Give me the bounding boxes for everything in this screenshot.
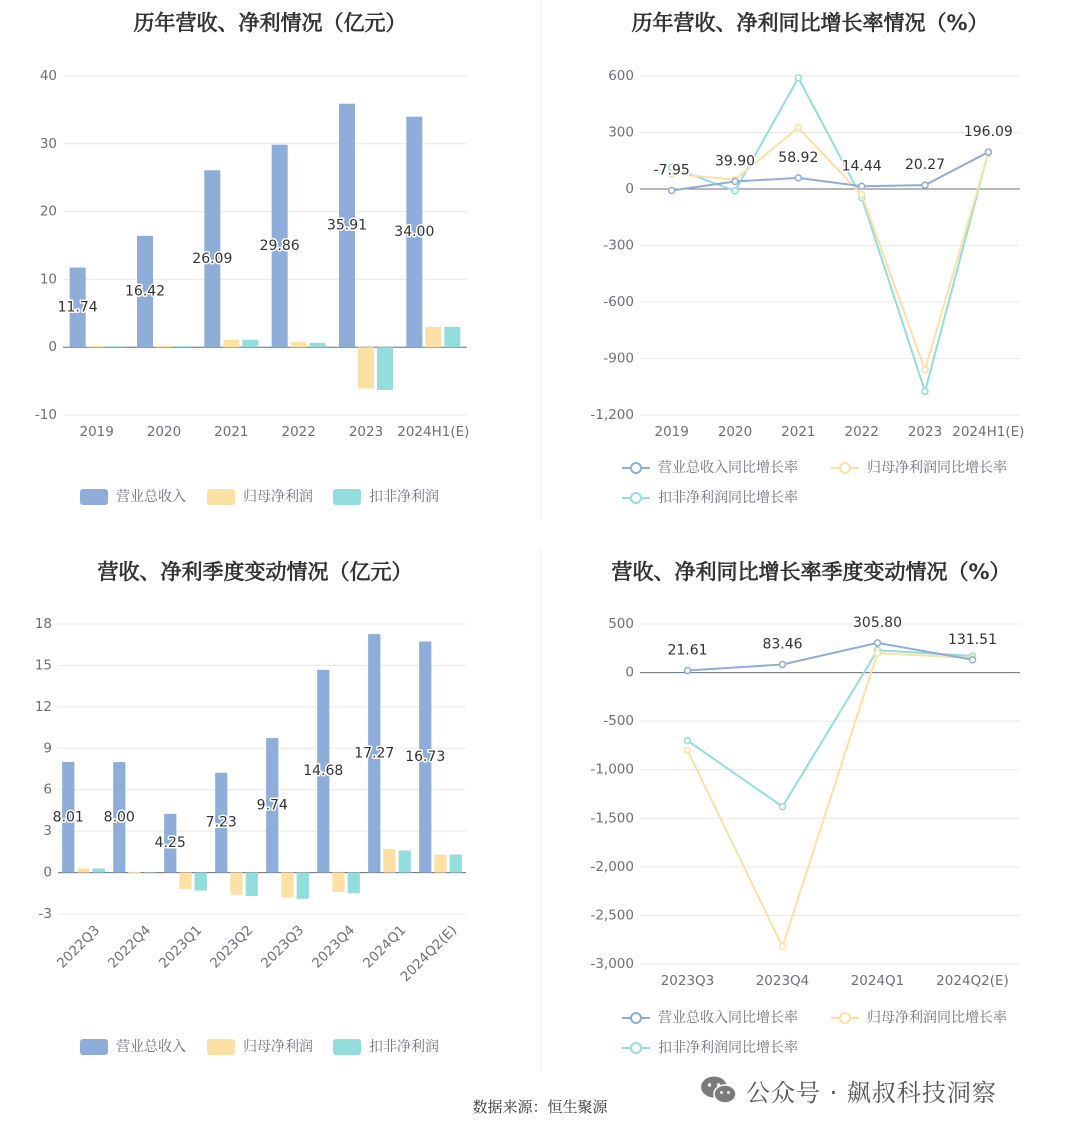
y-tick-label: 0 <box>625 181 634 197</box>
data-label: 9.74 <box>256 797 288 814</box>
y-tick-label: 12 <box>34 698 52 715</box>
legend-swatch <box>80 1039 108 1055</box>
line-point <box>685 667 691 673</box>
bar-net-profit <box>179 873 191 890</box>
line-point <box>685 747 691 753</box>
y-tick-label: -10 <box>34 407 57 423</box>
x-tick-label: 2020 <box>717 424 753 440</box>
y-tick-label: -1,500 <box>590 810 634 827</box>
legend-label: 营业总收入 <box>116 1039 186 1055</box>
x-tick-label: 2023Q4 <box>308 922 359 972</box>
bar-deducted-profit <box>310 343 326 347</box>
line-deducted-profit-growth <box>688 650 973 806</box>
y-tick-label: -2,500 <box>590 907 634 924</box>
x-tick-label: 2019 <box>654 424 689 440</box>
legend-label: 归母净利润同比增长率 <box>867 1010 1007 1026</box>
line-point <box>922 367 928 373</box>
data-label: 7.23 <box>205 814 237 831</box>
chart-annual-amounts <box>35 11 469 505</box>
bar-deducted-profit <box>297 873 309 899</box>
legend-label: 营业总收入同比增长率 <box>658 460 798 476</box>
bar-deducted-profit <box>144 873 156 874</box>
y-tick-label: -1,000 <box>590 761 634 778</box>
bar-deducted-profit <box>377 347 393 390</box>
y-tick-label: -900 <box>603 350 634 367</box>
legend-swatch-marker <box>631 1013 641 1023</box>
bar-net-profit <box>425 327 441 347</box>
data-label: 34.00 <box>394 223 435 240</box>
bar-deducted-profit <box>242 340 258 347</box>
bar-net-profit <box>434 855 446 873</box>
bar-deducted-profit <box>195 873 207 891</box>
line-deducted-profit-growth <box>672 78 989 392</box>
legend-label: 扣非净利润 <box>369 1039 439 1055</box>
bar-deducted-profit <box>246 873 258 896</box>
y-tick-label: 30 <box>39 135 57 152</box>
line-point <box>732 188 738 194</box>
x-tick-label: 2024H1(E) <box>952 424 1025 440</box>
bar-deducted-profit <box>108 346 124 347</box>
data-label: 14.68 <box>303 763 344 780</box>
y-tick-label: -300 <box>603 237 634 254</box>
x-tick-label: 2023 <box>907 424 943 440</box>
y-tick-label: 18 <box>34 616 52 632</box>
x-tick-label: 2023Q3 <box>257 922 308 972</box>
bar-net-profit <box>223 340 239 347</box>
bar-net-profit <box>332 873 344 892</box>
legend-swatch <box>207 1039 235 1055</box>
chart-title: 营收、净利季度变动情况（亿元） <box>97 560 413 584</box>
bar-net-profit <box>77 868 89 872</box>
y-tick-label: 20 <box>39 203 57 220</box>
legend-swatch-marker <box>631 463 641 473</box>
y-tick-label: 9 <box>43 740 52 757</box>
data-label: 8.00 <box>103 809 135 826</box>
legend-label: 扣非净利润同比增长率 <box>658 490 798 506</box>
data-label: 26.09 <box>192 250 233 267</box>
x-tick-label: 2024H1(E) <box>397 424 470 440</box>
data-label: 35.91 <box>326 217 368 234</box>
legend-swatch-marker <box>840 1013 850 1023</box>
x-tick-label: 2023Q4 <box>755 973 810 989</box>
bar-deducted-profit <box>450 855 462 873</box>
legend-swatch <box>333 1039 361 1055</box>
data-label: 196.09 <box>963 124 1013 141</box>
data-label: 4.25 <box>154 835 186 852</box>
legend-label: 归母净利润同比增长率 <box>867 460 1007 476</box>
legend-swatch-marker <box>840 463 850 473</box>
y-tick-label: -2,000 <box>590 858 634 875</box>
bar-net-profit <box>128 872 140 873</box>
line-point <box>795 175 801 181</box>
line-net-profit-growth <box>688 653 973 946</box>
legend-label: 营业总收入 <box>116 489 186 505</box>
line-point <box>922 182 928 188</box>
line-point <box>859 183 865 189</box>
data-label: 83.46 <box>762 636 803 653</box>
data-label: 21.61 <box>667 642 708 659</box>
data-label: 20.27 <box>904 157 946 174</box>
legend-swatch <box>333 489 361 505</box>
line-point <box>732 178 738 184</box>
y-tick-label: 0 <box>43 864 52 881</box>
y-tick-label: 600 <box>608 68 634 84</box>
bar-net-profit <box>383 849 395 872</box>
x-tick-label: 2022 <box>281 424 316 440</box>
y-tick-label: -3 <box>38 906 52 922</box>
legend-swatch <box>80 489 108 505</box>
x-tick-label: 2022Q3 <box>53 922 104 972</box>
x-tick-label: 2020 <box>146 424 182 440</box>
y-tick-label: 500 <box>608 616 634 632</box>
bar-net-profit <box>89 346 105 347</box>
legend-label: 扣非净利润 <box>369 489 439 505</box>
y-tick-label: 6 <box>43 781 52 798</box>
x-tick-label: 2023Q1 <box>155 922 206 972</box>
bar-deducted-profit <box>399 850 411 872</box>
chart-quarterly-amounts <box>35 560 466 1055</box>
data-label: 17.27 <box>354 745 395 762</box>
y-tick-label: -500 <box>603 713 634 730</box>
data-label: 16.42 <box>124 283 166 300</box>
chart-title: 历年营收、净利情况（亿元） <box>133 11 407 35</box>
y-tick-label: -1,200 <box>590 407 634 423</box>
line-point <box>685 738 691 744</box>
y-tick-label: 300 <box>608 124 634 141</box>
line-point <box>780 661 786 667</box>
line-point <box>795 75 801 81</box>
legend-swatch-marker <box>631 493 641 503</box>
data-source: 数据来源：恒生聚源 <box>472 1098 608 1116</box>
data-label: -7.95 <box>653 162 690 179</box>
chart-title: 营收、净利同比增长率季度变动情况（%） <box>611 560 1011 584</box>
legend-label: 营业总收入同比增长率 <box>658 1010 798 1026</box>
y-tick-label: 10 <box>39 271 57 288</box>
x-tick-label: 2024Q1 <box>359 922 410 972</box>
y-tick-label: 15 <box>34 657 52 674</box>
line-point <box>669 187 675 193</box>
legend-label: 归母净利润 <box>243 489 313 505</box>
x-tick-label: 2023 <box>348 424 384 440</box>
line-point <box>985 149 991 155</box>
line-point <box>875 640 881 646</box>
data-label: 11.74 <box>57 299 98 316</box>
x-tick-label: 2023Q3 <box>660 973 715 989</box>
line-point <box>780 944 786 950</box>
line-point <box>970 657 976 663</box>
watermark-text: 公众号 · 飙叔科技洞察 <box>746 1078 997 1107</box>
watermark <box>700 1070 1060 1110</box>
data-label: 58.92 <box>778 149 819 166</box>
data-label: 131.51 <box>948 631 997 648</box>
x-tick-label: 2023Q2 <box>206 922 257 972</box>
data-label: 29.86 <box>259 237 300 254</box>
x-tick-label: 2022 <box>844 424 879 440</box>
y-tick-label: -600 <box>603 294 634 310</box>
x-tick-label: 2021 <box>214 424 249 440</box>
bar-net-profit <box>156 346 172 347</box>
x-tick-label: 2024Q2(E) <box>397 922 461 986</box>
bar-deducted-profit <box>444 327 460 347</box>
wechat-icon <box>700 1075 738 1105</box>
legend-label: 扣非净利润同比增长率 <box>658 1040 798 1056</box>
x-tick-label: 2024Q1 <box>850 973 905 989</box>
bar-net-profit <box>358 347 374 388</box>
y-tick-label: 40 <box>39 68 57 84</box>
bar-deducted-profit <box>348 873 360 894</box>
bar-deducted-profit <box>175 346 191 347</box>
x-tick-label: 2019 <box>79 424 114 440</box>
chart-annual-growth <box>590 11 1024 506</box>
x-tick-label: 2022Q4 <box>104 922 155 972</box>
y-tick-label: 0 <box>48 339 57 356</box>
line-point <box>875 650 881 656</box>
y-tick-label: 3 <box>43 823 52 840</box>
data-label: 305.80 <box>853 614 902 631</box>
line-point <box>859 192 865 198</box>
y-tick-label: 0 <box>625 664 634 681</box>
chart-title: 历年营收、净利同比增长率情况（%） <box>631 11 989 35</box>
line-point <box>780 804 786 810</box>
y-tick-label: -3,000 <box>590 956 634 972</box>
x-tick-label: 2021 <box>781 424 816 440</box>
data-label: 39.90 <box>714 153 756 170</box>
data-label: 8.01 <box>52 809 84 826</box>
legend-label: 归母净利润 <box>243 1039 313 1055</box>
bar-net-profit <box>281 873 293 898</box>
chart-quarterly-growth <box>590 560 1020 1056</box>
line-point <box>795 125 801 131</box>
bar-net-profit <box>230 873 242 895</box>
line-point <box>922 388 928 394</box>
legend-swatch <box>207 489 235 505</box>
bar-deducted-profit <box>93 868 105 872</box>
data-label: 14.44 <box>841 158 882 175</box>
x-tick-label: 2024Q2(E) <box>936 973 1009 989</box>
data-label: 16.73 <box>405 749 446 766</box>
legend-swatch-marker <box>631 1043 641 1053</box>
bar-net-profit <box>291 342 307 347</box>
